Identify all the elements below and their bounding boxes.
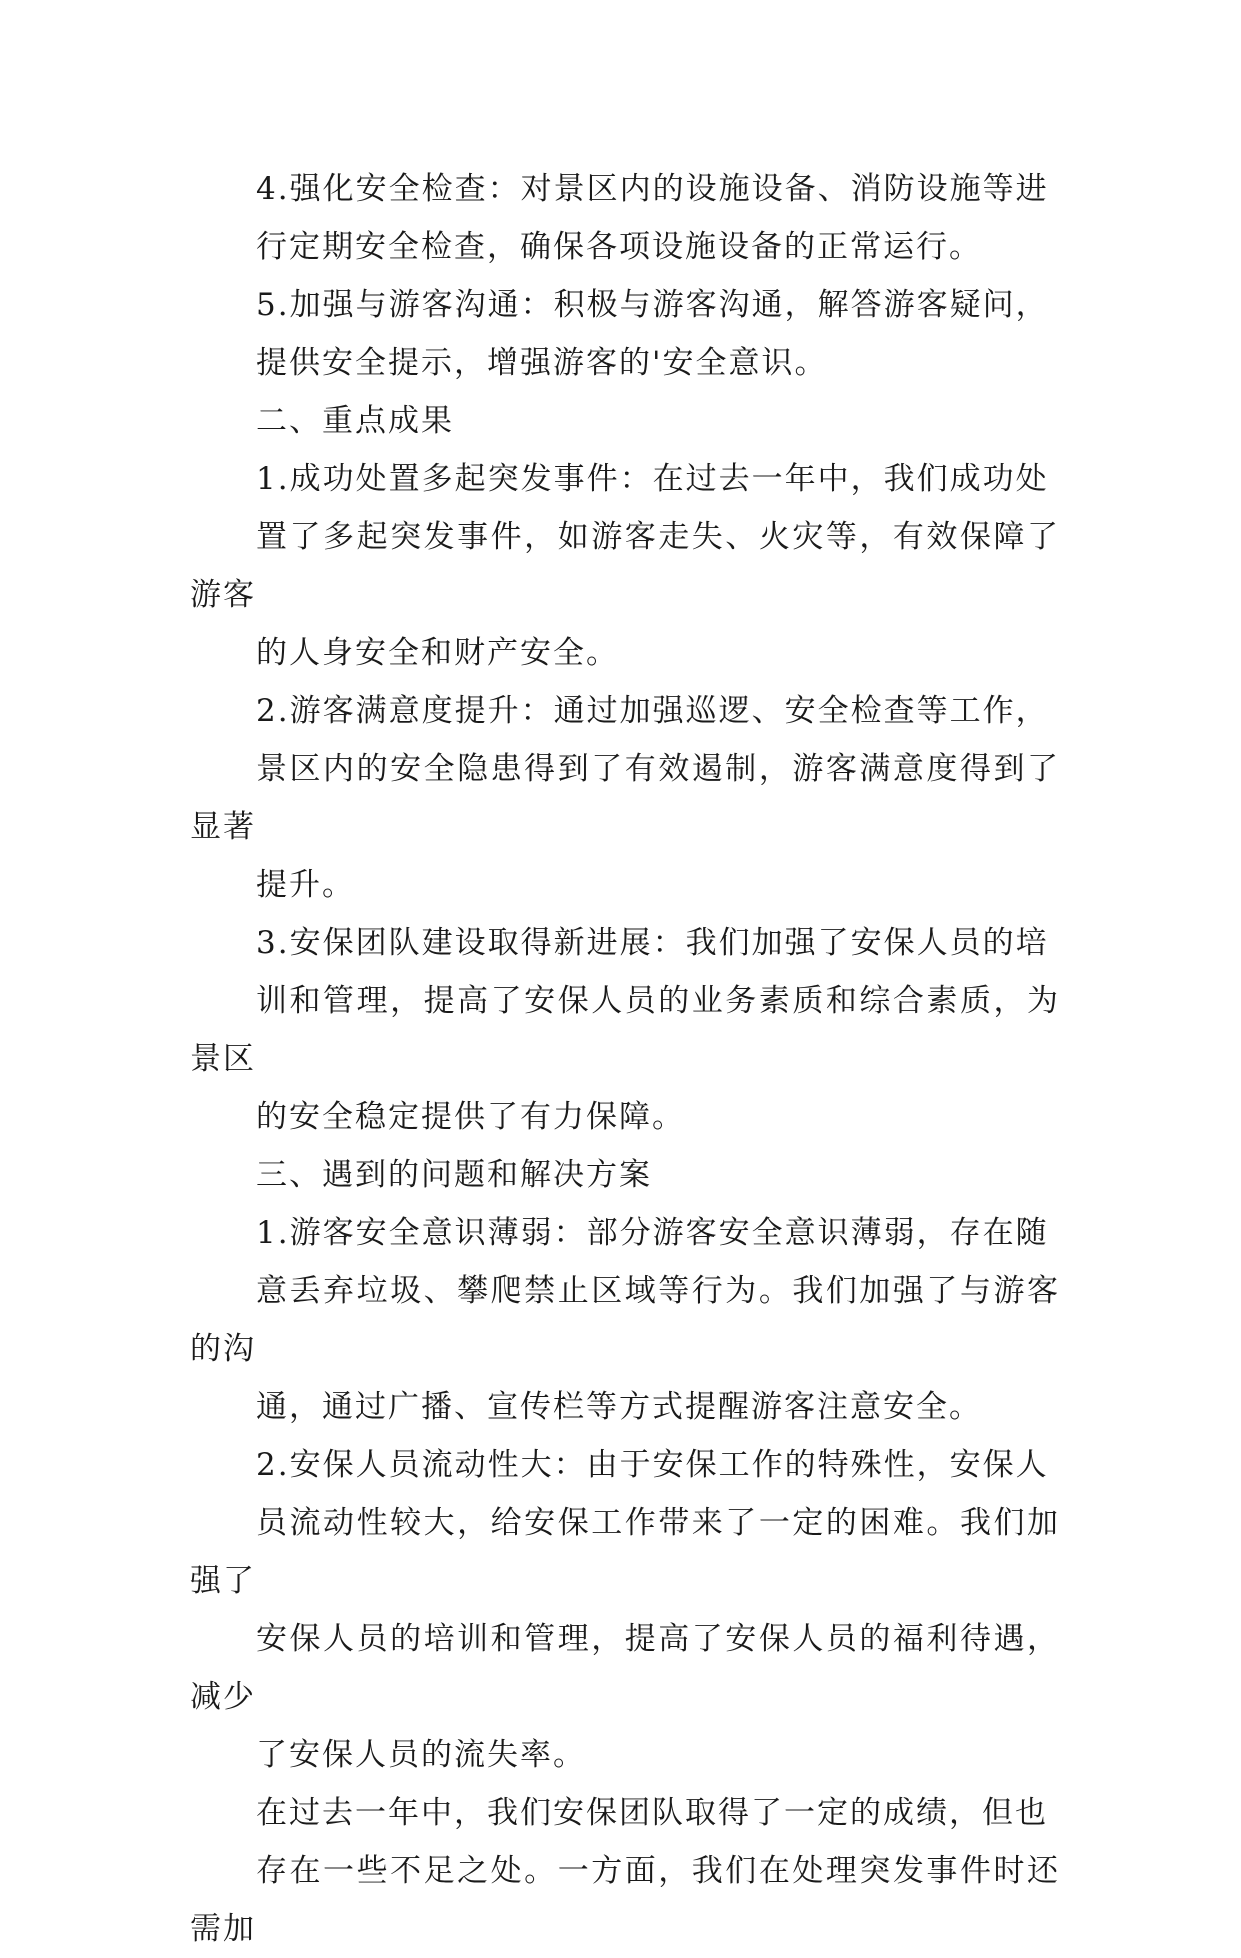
paragraph-visitor-awareness: [190, 1204, 1060, 1436]
document-body: [190, 160, 1060, 1958]
text-line: 置了多起突发事件，如游客走失、火灾等，有效保障了游客: [190, 519, 1060, 613]
text-line: 行定期安全检查，确保各项设施设备的正常运行。: [256, 229, 982, 265]
text-line: 提供安全提示，增强游客的'安全意识。: [256, 345, 828, 381]
text-line: 存在一些不足之处。一方面，我们在处理突发事件时还需加: [190, 1853, 1060, 1947]
section-heading-problems-solutions: [190, 1146, 1060, 1204]
text-line: 在过去一年中，我们安保团队取得了一定的成绩，但也: [256, 1795, 1048, 1831]
paragraph-team-building: [190, 914, 1060, 1146]
text-line: 训和管理，提高了安保人员的业务素质和综合素质，为景区: [190, 983, 1060, 1077]
text-line: 的人身安全和财产安全。: [256, 635, 619, 671]
text-line: 4.强化安全检查：对景区内的设施设备、消防设施等进: [256, 171, 1049, 207]
text-line: 员流动性较大，给安保工作带来了一定的困难。我们加强了: [190, 1505, 1060, 1599]
heading-text: 二、重点成果: [256, 403, 454, 439]
text-line: 1.游客安全意识薄弱：部分游客安全意识薄弱，存在随: [256, 1215, 1049, 1251]
paragraph-satisfaction: [190, 682, 1060, 914]
heading-text: 三、遇到的问题和解决方案: [256, 1157, 652, 1193]
paragraph-visitor-communication: [190, 276, 1060, 392]
text-line: 了安保人员的流失率。: [256, 1737, 586, 1773]
text-line: 2.游客满意度提升：通过加强巡逻、安全检查等工作，: [256, 693, 1049, 729]
text-line: 的安全稳定提供了有力保障。: [256, 1099, 685, 1135]
text-line: 2.安保人员流动性大：由于安保工作的特殊性，安保人: [256, 1447, 1049, 1483]
text-line: 安保人员的培训和管理，提高了安保人员的福利待遇，减少: [190, 1621, 1060, 1715]
paragraph-emergency-handling: [190, 450, 1060, 682]
text-line: 1.成功处置多起突发事件：在过去一年中，我们成功处: [256, 461, 1049, 497]
text-line: 提升。: [256, 867, 355, 903]
text-line: 5.加强与游客沟通：积极与游客沟通，解答游客疑问，: [256, 287, 1049, 323]
text-line: 意丢弃垃圾、攀爬禁止区域等行为。我们加强了与游客的沟: [190, 1273, 1060, 1367]
paragraph-safety-inspection: [190, 160, 1060, 276]
text-line: 景区内的安全隐患得到了有效遏制，游客满意度得到了显著: [190, 751, 1060, 845]
paragraph-staff-turnover: [190, 1436, 1060, 1784]
section-heading-key-results: [190, 392, 1060, 450]
text-line: 3.安保团队建设取得新进展：我们加强了安保人员的培: [256, 925, 1049, 961]
paragraph-summary: [190, 1784, 1060, 1958]
text-line: 通，通过广播、宣传栏等方式提醒游客注意安全。: [256, 1389, 982, 1425]
